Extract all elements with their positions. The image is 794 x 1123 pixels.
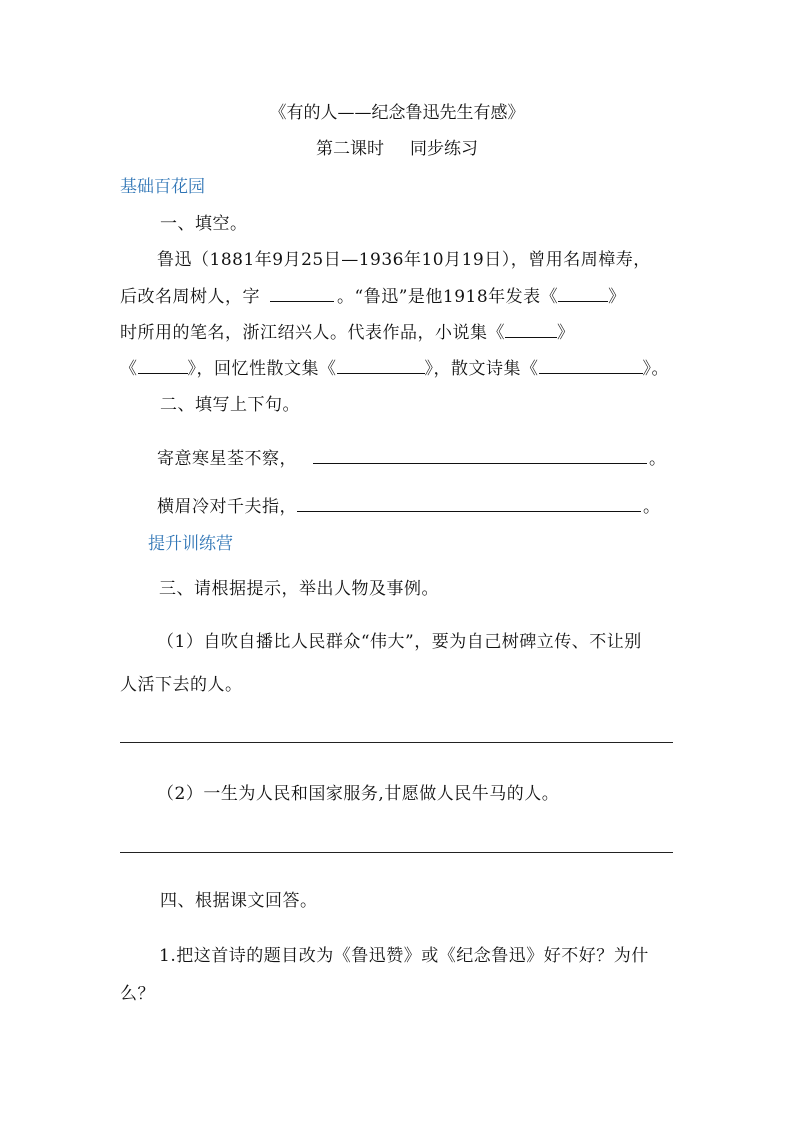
q1-line4-text-d: 》。 xyxy=(642,359,669,379)
blank-couplet-1[interactable] xyxy=(313,447,647,464)
q2-line2-text: 横眉冷对千夫指， xyxy=(157,497,297,517)
section-heading-advanced: 提升训练营 xyxy=(148,534,233,554)
page-subtitle xyxy=(0,134,794,159)
blank-first-work[interactable] xyxy=(558,285,608,302)
q4-item1-line2: 么？ xyxy=(120,984,155,1004)
q1-line3-text-a: 时所用的笔名，浙江绍兴人。代表作品，小说集《 xyxy=(120,323,505,343)
blank-prose-poem-collection[interactable] xyxy=(539,357,643,374)
q2-line1-text: 寄意寒星荃不察， xyxy=(157,449,297,469)
section-heading-basic: 基础百花园 xyxy=(120,177,205,197)
blank-novel-collection-1[interactable] xyxy=(505,321,557,338)
subtitle-exercise: 同步练习 xyxy=(410,139,478,159)
q2-line2 xyxy=(157,492,661,517)
q1-line3-text-b: 》 xyxy=(557,323,575,343)
q1-line4-text-b: 》，回忆性散文集《 xyxy=(187,359,337,379)
page-title: 《有的人——纪念鲁迅先生有感》 xyxy=(269,103,525,123)
q1-line4-text-a: 《 xyxy=(120,359,138,379)
q3-item1-line1: （1）自吹自播比人民群众“伟大”，要为自己树碑立传、不让别 xyxy=(157,632,642,652)
q2-line1-end: 。 xyxy=(649,449,667,469)
q3-item2: （2）一生为人民和国家服务,甘愿做人民牛马的人。 xyxy=(157,784,560,804)
answer-line-q3-1[interactable] xyxy=(120,742,673,743)
answer-line-q3-2[interactable] xyxy=(120,852,673,853)
q1-line3 xyxy=(120,318,575,343)
q3-heading: 三、请根据提示，举出人物及事例。 xyxy=(159,579,439,599)
q4-heading: 四、根据课文回答。 xyxy=(160,891,318,911)
q1-line2-text-c: 》 xyxy=(608,287,626,307)
blank-courtesy-name[interactable] xyxy=(270,285,334,302)
q1-line4-text-c: 》，散文诗集《 xyxy=(424,359,539,379)
q1-heading: 一、填空。 xyxy=(160,214,248,234)
q1-line1: 鲁迅（1881年9月25日—1936年10月19日），曾用名周樟寿， xyxy=(157,250,651,270)
q2-line1 xyxy=(157,444,667,469)
q3-item1-line2: 人活下去的人。 xyxy=(120,675,243,695)
blank-couplet-2[interactable] xyxy=(297,495,641,512)
subtitle-lesson: 第二课时 xyxy=(316,139,384,159)
q2-line2-end: 。 xyxy=(643,497,661,517)
q4-item1-line1: 1.把这首诗的题目改为《鲁迅赞》或《纪念鲁迅》好不好？为什 xyxy=(159,946,649,966)
q1-line2-text-a: 后改名周树人，字 xyxy=(120,287,260,307)
q1-line4 xyxy=(120,354,669,379)
q1-line2 xyxy=(120,282,626,307)
blank-novel-collection-2[interactable] xyxy=(138,357,188,374)
q2-heading: 二、填写上下句。 xyxy=(160,395,300,415)
blank-memoir-collection[interactable] xyxy=(337,357,425,374)
q1-line2-text-b: 。“鲁迅”是他1918年发表《 xyxy=(337,287,559,307)
